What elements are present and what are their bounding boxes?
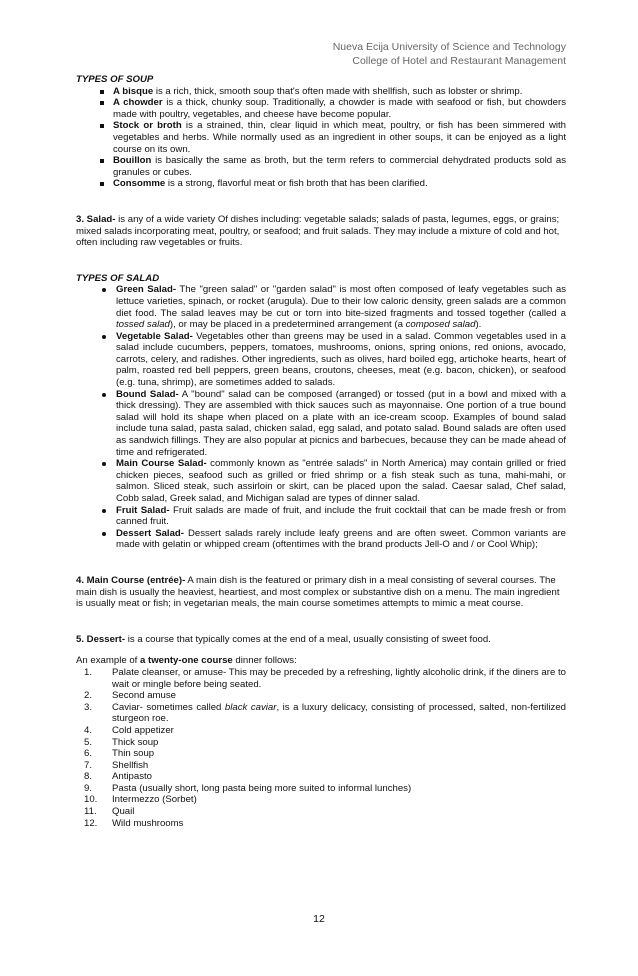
types-of-salad-heading: TYPES OF SALAD — [76, 272, 160, 284]
list-item: 4. Cold appetizer — [84, 724, 174, 736]
list-item: 12. Wild mushrooms — [84, 817, 184, 829]
salad-list — [76, 284, 566, 551]
soup-list — [76, 86, 566, 190]
list-item: A bisque is a rich, thick, smooth soup that's often made with shellfish, such as lobster or shrimp. — [76, 86, 566, 98]
list-item: 1. Palate cleanser, or amuse- This may be preceded by a refreshing, lightly alcoholic drink, if the diners are to wait or mingle before being seated. — [84, 666, 566, 690]
list-item: 9. Pasta (usually short, long pasta being more suited to informal lunches) — [84, 782, 412, 794]
list-item: 11. Quail — [84, 806, 135, 818]
list-item: Stock or broth is a strained, thin, clear liquid in which meat, poultry, or fish has been simmered with vegetables and herbs. While normally used as an ingredient in other soups, it can be enjoyed as a light course on its own. — [76, 120, 566, 155]
list-item: 10. Intermezzo (Sorbet) — [84, 794, 197, 806]
list-item: A chowder is a thick, chunky soup. Traditionally, a chowder is made with seafood or fish, but chowders made with poultry, vegetables, and cheese have become popular. — [76, 97, 566, 120]
example-intro: An example of a twenty-one course dinner follows: — [76, 655, 297, 667]
list-item: Green Salad- The "green salad" or "garden salad" is most often composed of leafy vegetables such as lettuce varieties, spinach, or rocket (arugula). Due to their low caloric density, green salads are a common diet food. The salad leaves may be cut or torn into bite-sized fragments and tossed together (called a tossed salad), or may be placed in a predetermined arrangement (a composed salad). — [76, 284, 566, 330]
header-college: College of Hotel and Restaurant Management — [352, 55, 566, 67]
list-item: 3. Caviar- sometimes called black caviar, is a luxury delicacy, consisting of processed, salted, non-fertilized sturgeon roe. — [84, 701, 567, 725]
page-number: 12 — [313, 913, 325, 925]
list-item: 8. Antipasto — [84, 771, 153, 783]
list-item: Main Course Salad- commonly known as "entrée salads" in North America) may contain grilled or fried chicken pieces, seafood such as grilled or fried shrimp or a fish steak such as tuna, mahi-mahi, or salmon. Sliced steak, such assirloin or skirt, can be placed upon the salad. Caesar salad, Chef salad, Cobb salad, Greek salad, and Michigan salad are types of dinner salad. — [76, 458, 566, 504]
header-university: Nueva Ecija University of Science and Technology — [332, 41, 566, 53]
dessert-paragraph: 5. Dessert- is a course that typically comes at the end of a meal, usually consisting of sweet food. — [76, 633, 491, 645]
main-course-paragraph: 4. Main Course (entrée)- A main dish is the featured or primary dish in a meal consisting of several courses. The main dish is usually the heaviest, heartiest, and most complex or substantive dish on a menu. The main ingredient is usually meat or fish; in vegetarian meals, the main course sometimes attempts to mimic a meat course. — [76, 574, 560, 610]
list-item: 5. Thick soup — [84, 736, 159, 748]
types-of-soup-heading: TYPES OF SOUP — [76, 74, 154, 85]
list-item: Dessert Salad- Dessert salads rarely include leafy greens and are often sweet. Common variants are made with gelatin or whipped cream (oftentimes with the brand products Jell-O and / or Cool Whip); — [76, 528, 566, 551]
page-header — [333, 40, 566, 68]
salad-paragraph: 3. Salad- is any of a wide variety Of dishes including: vegetable salads; salads of pasta, legumes, eggs, or grains; mixed salads incorporating meat, poultry, or seafood; and fruit salads. They may include a mixture of cold and hot, often including raw vegetables or fruits. — [76, 213, 560, 249]
list-item: 6. Thin soup — [84, 748, 155, 760]
list-item: 7. Shellfish — [84, 759, 149, 771]
course-list — [76, 667, 566, 829]
list-item: Vegetable Salad- Vegetables other than greens may be used in a salad. Common vegetables used in a salad include cucumbers, peppers, tomatoes, mushrooms, onions, spring onions, red onions, avocado, carrots, celery, and radishes. Other ingredients, such as olives, hard boiled egg, artichoke hearts, heart of palm, roasted red bell peppers, green beans, croutons, cheeses, meat (e.g. bacon, chicken), or seafood (e.g. tuna, shrimp), are sometimes added to salads. — [76, 331, 566, 389]
list-item: Bound Salad- A "bound" salad can be composed (arranged) or tossed (put in a bowl and mixed with a thick dressing). They are assembled with thick sauces such as mayonnaise. One portion of a true bound salad will hold its shape when placed on a plate with an ice-cream scoop. Examples of bound salad include tuna salad, pasta salad, chicken salad, egg salad, and potato salad. Bound salads are often used as sandwich fillings. They are also popular at picnics and barbecues, because they can be made ahead of time and refrigerated. — [76, 389, 566, 459]
list-item: Fruit Salad- Fruit salads are made of fruit, and include the fruit cocktail that can be made fresh or from canned fruit. — [76, 505, 566, 528]
list-item: Bouillon is basically the same as broth, but the term refers to commercial dehydrated products sold as granules or cubes. — [76, 155, 566, 178]
document-body — [76, 74, 566, 829]
list-item: 2. Second amuse — [84, 690, 176, 702]
list-item: Consomme is a strong, flavorful meat or fish broth that has been clarified. — [76, 178, 566, 190]
